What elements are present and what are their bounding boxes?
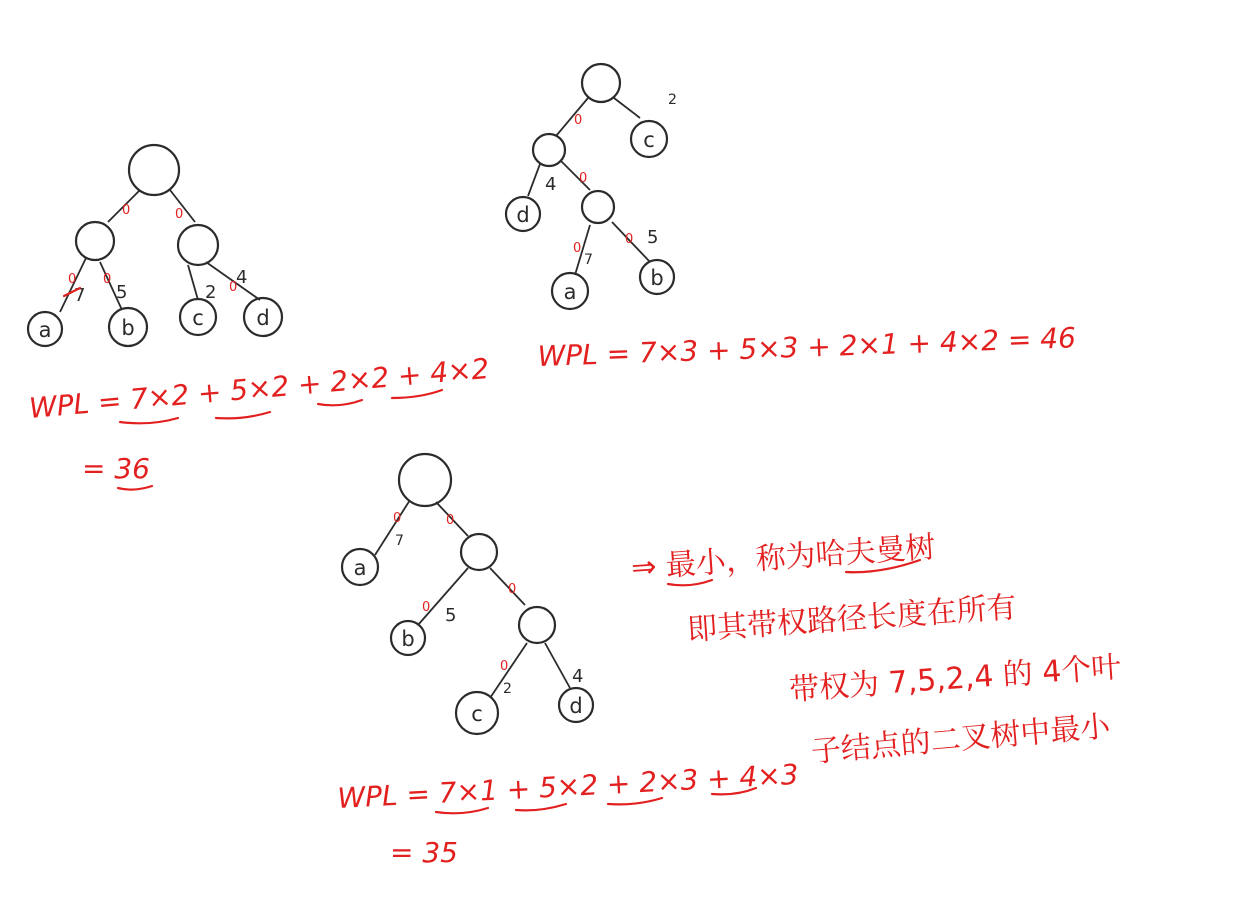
leaf-label-b: b (650, 266, 664, 290)
edge-bit: 0 (508, 582, 517, 597)
edge (418, 568, 468, 625)
leaf-label-d: d (516, 203, 530, 227)
wpl-formula-3: WPL = 7×1 + 5×2 + 2×3 + 4×3 (336, 757, 800, 815)
huffman-note (630, 530, 1122, 770)
edge-bit: 0 (122, 203, 131, 218)
leaf-label-d: d (256, 306, 270, 330)
internal-node (76, 222, 114, 260)
edge (528, 164, 540, 196)
formula-3 (337, 758, 800, 869)
internal-node (519, 607, 555, 643)
edge-bit: 0 (103, 272, 112, 287)
underline (120, 418, 178, 423)
tree-1 (28, 145, 282, 346)
weight-d: 4 (545, 174, 557, 195)
internal-node (533, 134, 565, 166)
tree-2 (506, 64, 677, 309)
edge-bit: 0 (175, 207, 184, 222)
weight-a: 7 (74, 285, 86, 306)
underline (318, 400, 362, 405)
leaf-label-b: b (401, 627, 415, 651)
root-node (582, 64, 620, 102)
edge-bit: 0 (229, 280, 238, 295)
tree-3 (342, 454, 593, 734)
edge (545, 643, 570, 688)
leaf-label-a: a (563, 280, 577, 304)
weight-d: 4 (572, 666, 584, 687)
root-node (129, 145, 179, 195)
leaf-label-c: c (471, 702, 483, 726)
formula-2 (537, 321, 1076, 373)
leaf-label-a: a (353, 556, 367, 580)
weight-c: 2 (205, 282, 217, 303)
edge (375, 500, 410, 555)
note-line-1: ⇒ 最小，称为哈夫曼树 (630, 529, 937, 586)
wpl-result-1: = 36 (82, 452, 150, 485)
leaf-label-a: a (38, 318, 52, 342)
weight-c: 2 (668, 92, 677, 108)
weight-b: 5 (116, 282, 128, 303)
wpl-result-3: = 35 (390, 836, 458, 869)
root-node (399, 454, 451, 506)
edge-bit: 0 (500, 659, 509, 674)
note-line-3: 带权为 7,5,2,4 的 4个叶 (788, 649, 1123, 708)
internal-node (178, 225, 218, 265)
edge-bit: 0 (446, 513, 455, 528)
edge-bit: 0 (573, 241, 582, 256)
edge-bit: 0 (625, 232, 634, 247)
edge-bit: 0 (574, 113, 583, 128)
weight-c: 2 (503, 681, 512, 697)
internal-node (582, 191, 614, 223)
underline (118, 486, 152, 490)
edge-bit: 0 (579, 171, 588, 186)
weight-a: 7 (395, 533, 404, 549)
weight-d: 4 (236, 267, 248, 288)
edge (614, 98, 640, 118)
underline (216, 412, 270, 418)
weight-b: 5 (445, 605, 457, 626)
weight-a: 7 (584, 252, 593, 268)
internal-node (461, 534, 497, 570)
edge-bit: 0 (422, 600, 431, 615)
note-line-2: 即其带权路径长度在所有 (686, 590, 1018, 648)
note-line-4: 子结点的二叉树中最小 (809, 708, 1112, 770)
edge (188, 265, 198, 300)
leaf-label-c: c (643, 128, 655, 152)
leaf-label-c: c (192, 306, 204, 330)
weight-b: 5 (647, 227, 659, 248)
wpl-formula-2: WPL = 7×3 + 5×3 + 2×1 + 4×2 = 46 (537, 321, 1077, 373)
formula-1 (28, 352, 491, 490)
edge-bit: 0 (393, 511, 402, 526)
leaf-label-b: b (121, 316, 135, 340)
leaf-label-d: d (569, 694, 583, 718)
edge-bit: 0 (68, 272, 77, 287)
wpl-formula-1: WPL = 7×2 + 5×2 + 2×2 + 4×2 (27, 351, 491, 425)
edge (556, 98, 588, 136)
